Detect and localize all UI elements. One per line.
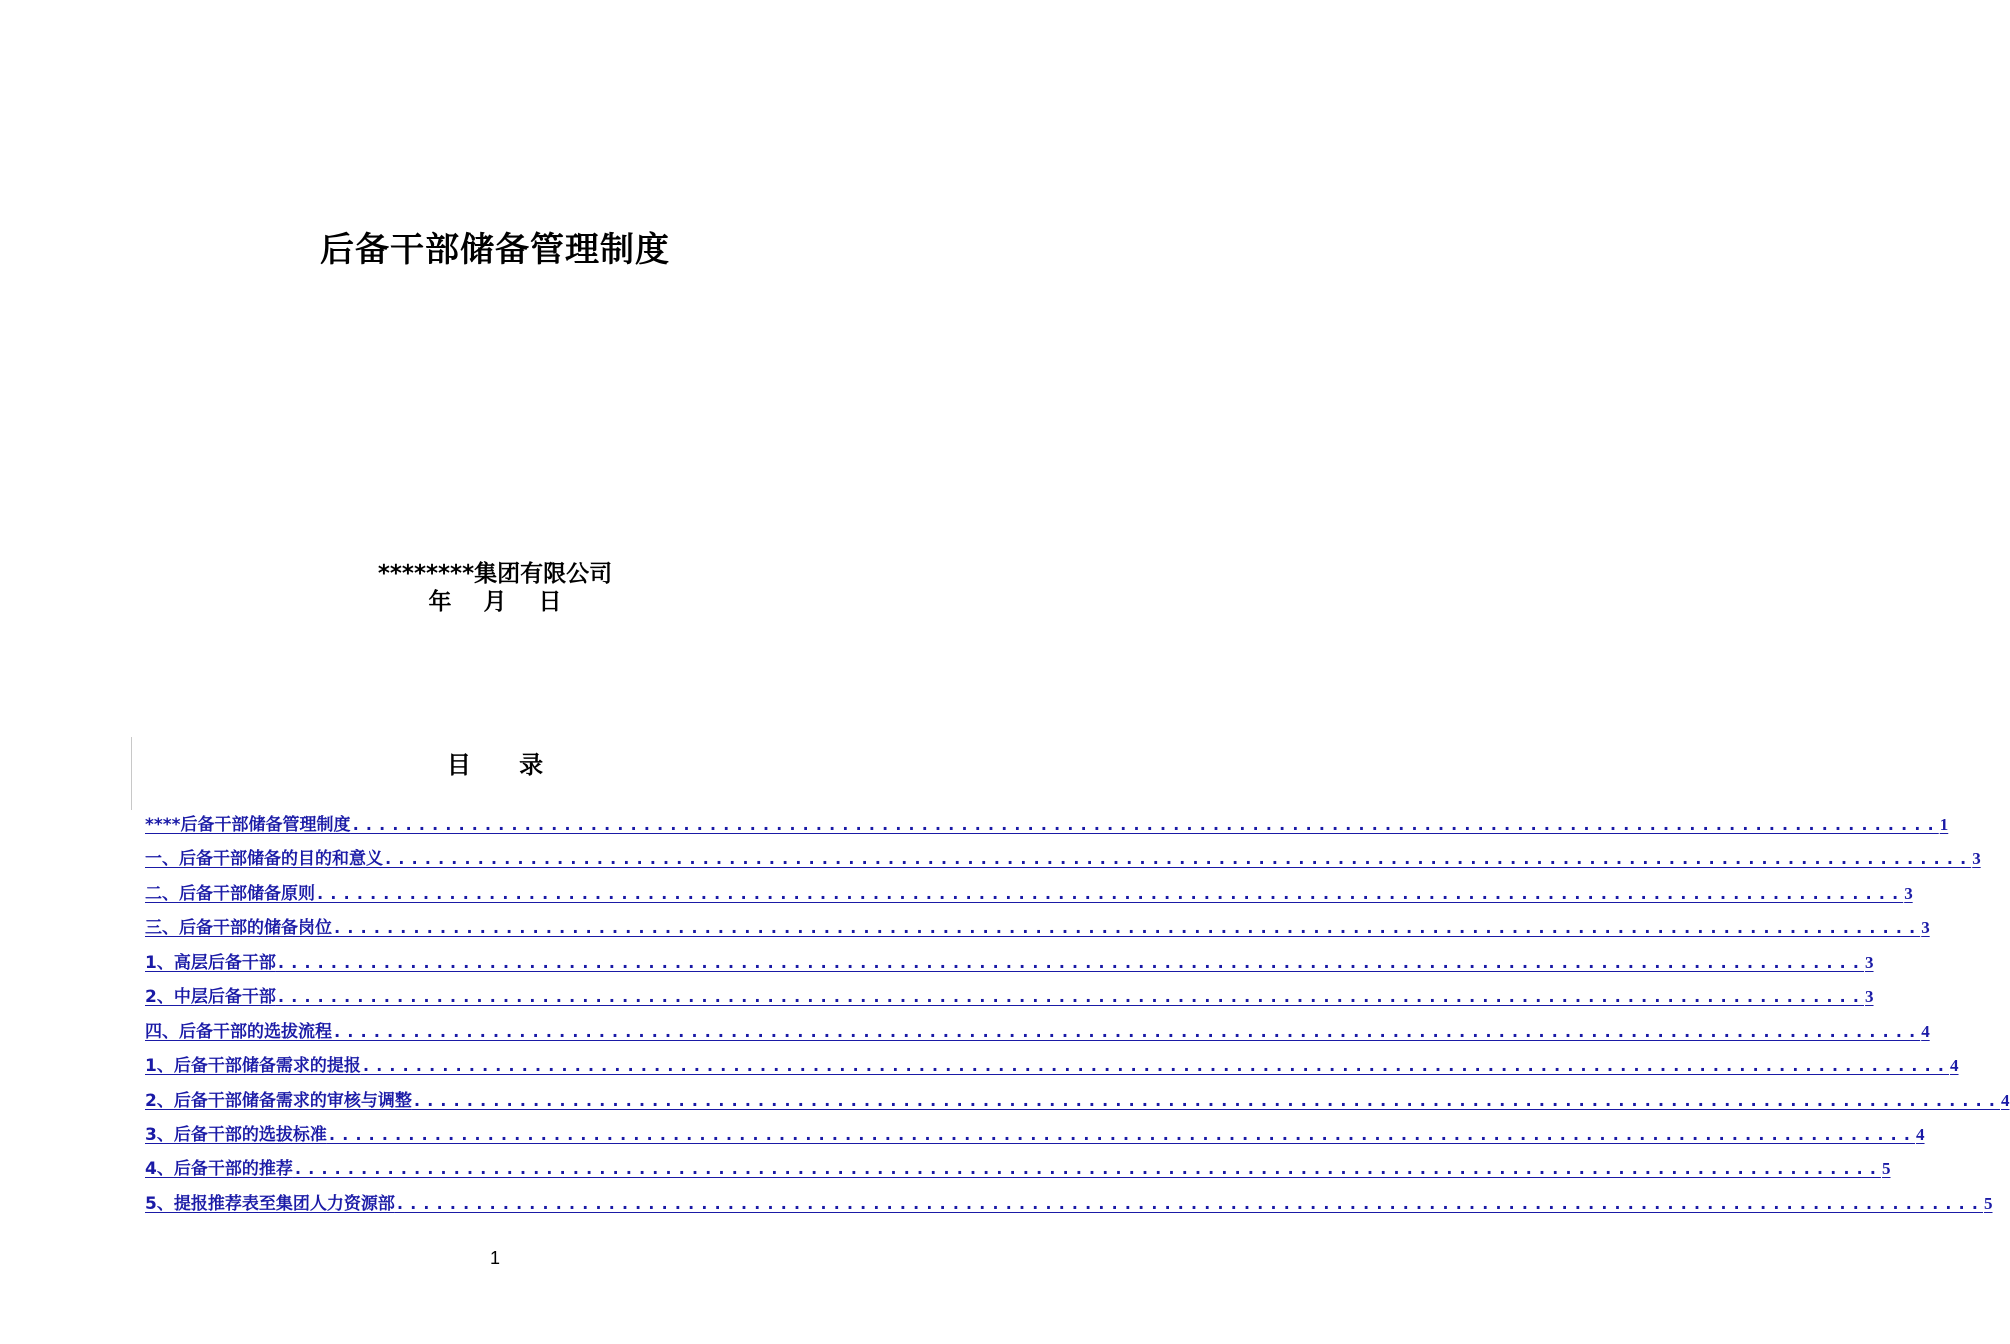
date-line: 年 月 日 [428, 589, 562, 615]
toc-leader-dots: ........................................................................................................................ [350, 815, 1939, 835]
toc-entry[interactable] [145, 810, 1949, 844]
toc-entry-text: ****后备干部储备管理制度 [145, 815, 351, 835]
toc-entry-text: 四、后备干部的选拔流程 [145, 1021, 332, 1042]
toc-entry-text: 1、后备干部储备需求的提报 [145, 1056, 361, 1077]
toc-entry-page: 4 [1950, 1056, 1959, 1076]
toc-leader-dots: ........................................................................................................................ [275, 952, 1865, 973]
toc-entry[interactable] [145, 948, 1874, 982]
toc-leader-dots: ........................................................................................................................ [292, 1159, 1882, 1180]
toc-leader-dots: ........................................................................................................................ [332, 1021, 1921, 1042]
toc-entry-page: 4 [2001, 1090, 2010, 1110]
toc-entry-page: 3 [1865, 987, 1874, 1007]
toc-entry[interactable] [145, 1120, 1925, 1154]
toc-leader-dots: ........................................................................................................................ [315, 883, 1904, 904]
company-name: ********集团有限公司 [377, 561, 613, 587]
toc-entry-text: 5、提报推荐表至集团人力资源部 [145, 1193, 395, 1214]
toc-entry-page: 5 [1984, 1193, 1993, 1213]
toc-entry-page: 4 [1921, 1021, 1930, 1041]
toc-entry-text: 2、中层后备干部 [145, 987, 276, 1008]
toc-entry-page: 3 [1865, 952, 1874, 972]
toc-leader-dots: ........................................................................................................................ [360, 1056, 1950, 1077]
toc-entry-page: 4 [1916, 1124, 1925, 1144]
toc-entry[interactable] [145, 1154, 1891, 1188]
toc-entry-text: 2、后备干部储备需求的审核与调整 [145, 1090, 412, 1111]
toc-leader-dots: ........................................................................................................................ [275, 987, 1865, 1008]
toc-entry-text: 二、后备干部储备原则 [145, 883, 315, 904]
toc-heading: 目 录 [446, 751, 544, 779]
table-of-contents [145, 810, 2010, 1223]
toc-entry[interactable] [145, 844, 1981, 878]
page-number: 1 [489, 1248, 500, 1268]
toc-leader-dots: ........................................................................................................................ [326, 1124, 1916, 1145]
toc-entry-text: 一、后备干部储备的目的和意义 [145, 849, 383, 870]
toc-entry[interactable] [145, 913, 1930, 947]
toc-leader-dots: ........................................................................................................................ [332, 918, 1921, 939]
toc-entry-page: 1 [1939, 815, 1949, 834]
document-title: 后备干部储备管理制度 [320, 230, 670, 270]
toc-entry[interactable] [145, 1017, 1930, 1051]
toc-entry-text: 1、高层后备干部 [145, 952, 276, 973]
toc-entry-page: 5 [1882, 1159, 1891, 1179]
toc-entry-page: 3 [1921, 918, 1930, 938]
toc-entry-text: 3、后备干部的选拔标准 [145, 1124, 327, 1145]
toc-leader-dots: ........................................................................................................................ [411, 1090, 2001, 1111]
toc-entry-text: 4、后备干部的推荐 [145, 1159, 293, 1180]
toc-entry-page: 3 [1972, 849, 1981, 869]
toc-entry[interactable] [145, 1086, 2010, 1120]
toc-entry[interactable] [145, 1189, 1993, 1223]
toc-entry[interactable] [145, 1051, 1959, 1085]
toc-entry-text: 三、后备干部的储备岗位 [145, 918, 332, 939]
toc-leader-dots: ........................................................................................................................ [383, 849, 1972, 870]
toc-leader-dots: ........................................................................................................................ [394, 1193, 1984, 1214]
toc-entry-page: 3 [1904, 883, 1913, 903]
toc-entry[interactable] [145, 982, 1874, 1016]
toc-entry[interactable] [145, 879, 1913, 913]
